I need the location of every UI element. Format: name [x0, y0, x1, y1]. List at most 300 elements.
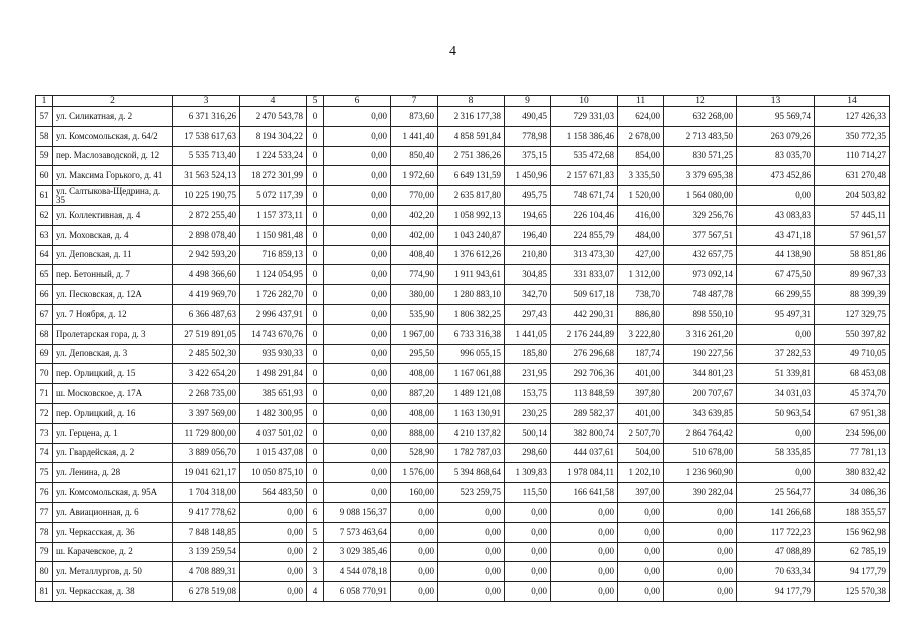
value-cell: 66 299,55	[737, 285, 815, 305]
address-cell: ул. Коллективная, д. 4	[53, 205, 173, 225]
value-cell: 0,00	[324, 166, 391, 186]
value-cell: 1 236 960,90	[664, 463, 737, 483]
value-cell: 350 772,35	[815, 126, 890, 146]
value-cell: 2 157 671,83	[551, 166, 618, 186]
value-cell: 2 872 255,40	[173, 205, 240, 225]
value-cell: 0,00	[505, 582, 551, 602]
value-cell: 7 573 463,64	[324, 522, 391, 542]
value-cell: 0,00	[324, 186, 391, 206]
address-cell: пер. Маслозаводской, д. 12	[53, 146, 173, 166]
value-cell: 401,00	[618, 403, 664, 423]
value-cell: 43 471,18	[737, 225, 815, 245]
value-cell: 5 072 117,39	[240, 186, 307, 206]
value-cell: 716 859,13	[240, 245, 307, 265]
table-row	[36, 344, 890, 364]
value-cell: 0,00	[737, 423, 815, 443]
value-cell: 297,43	[505, 304, 551, 324]
value-cell: 0,00	[618, 582, 664, 602]
value-cell: 0,00	[438, 562, 505, 582]
value-cell: 185,80	[505, 344, 551, 364]
value-cell: 1 309,83	[505, 463, 551, 483]
value-cell: 0	[307, 186, 324, 206]
value-cell: 4	[307, 582, 324, 602]
value-cell: 2	[307, 542, 324, 562]
address-cell: ш. Карачевское, д. 2	[53, 542, 173, 562]
value-cell: 3 335,50	[618, 166, 664, 186]
value-cell: 1 978 084,11	[551, 463, 618, 483]
value-cell: 402,20	[391, 205, 438, 225]
value-cell: 0	[307, 146, 324, 166]
value-cell: 113 848,59	[551, 384, 618, 404]
value-cell: 2 507,70	[618, 423, 664, 443]
value-cell: 0	[307, 344, 324, 364]
value-cell: 0,00	[324, 423, 391, 443]
value-cell: 0	[307, 166, 324, 186]
value-cell: 51 339,81	[737, 364, 815, 384]
value-cell: 2 485 502,30	[173, 344, 240, 364]
value-cell: 4 708 889,31	[173, 562, 240, 582]
value-cell: 1 124 054,95	[240, 265, 307, 285]
address-cell: ул. Металлургов, д. 50	[53, 562, 173, 582]
value-cell: 125 570,38	[815, 582, 890, 602]
row-number: 70	[36, 364, 53, 384]
value-cell: 0,00	[551, 542, 618, 562]
value-cell: 408,40	[391, 245, 438, 265]
value-cell: 0,00	[324, 324, 391, 344]
value-cell: 304,85	[505, 265, 551, 285]
value-cell: 292 706,36	[551, 364, 618, 384]
value-cell: 58 851,86	[815, 245, 890, 265]
value-cell: 1 157 373,11	[240, 205, 307, 225]
address-cell: ул. Черкасская, д. 38	[53, 582, 173, 602]
value-cell: 830 571,25	[664, 146, 737, 166]
row-number: 79	[36, 542, 53, 562]
value-cell: 313 473,30	[551, 245, 618, 265]
address-cell: ул. Моховская, д. 4	[53, 225, 173, 245]
value-cell: 1 726 282,70	[240, 285, 307, 305]
value-cell: 624,00	[618, 107, 664, 127]
value-cell: 0,00	[391, 502, 438, 522]
value-cell: 738,70	[618, 285, 664, 305]
value-cell: 444 037,61	[551, 443, 618, 463]
column-header: 7	[391, 96, 438, 107]
address-cell: ул. 7 Ноября, д. 12	[53, 304, 173, 324]
column-header: 9	[505, 96, 551, 107]
address-cell: ул. Комсомольская, д. 64/2	[53, 126, 173, 146]
table-row	[36, 146, 890, 166]
address-cell: ул. Деповская, д. 3	[53, 344, 173, 364]
value-cell: 331 833,07	[551, 265, 618, 285]
value-cell: 854,00	[618, 146, 664, 166]
value-cell: 3 222,80	[618, 324, 664, 344]
address-cell: Пролетарская гора, д. 3	[53, 324, 173, 344]
column-header: 11	[618, 96, 664, 107]
table-row	[36, 186, 890, 206]
row-number: 80	[36, 562, 53, 582]
table-row	[36, 285, 890, 305]
table-row	[36, 107, 890, 127]
column-header: 2	[53, 96, 173, 107]
value-cell: 0,00	[438, 542, 505, 562]
table-row	[36, 166, 890, 186]
value-cell: 1 224 533,24	[240, 146, 307, 166]
address-cell: ул. Черкасская, д. 36	[53, 522, 173, 542]
value-cell: 0,00	[324, 483, 391, 503]
value-cell: 0	[307, 304, 324, 324]
value-cell: 1 782 787,03	[438, 443, 505, 463]
value-cell: 3 316 261,20	[664, 324, 737, 344]
value-cell: 4 858 591,84	[438, 126, 505, 146]
value-cell: 27 519 891,05	[173, 324, 240, 344]
value-cell: 402,00	[391, 225, 438, 245]
value-cell: 0	[307, 265, 324, 285]
value-cell: 3 889 056,70	[173, 443, 240, 463]
table-row	[36, 443, 890, 463]
value-cell: 0	[307, 423, 324, 443]
column-header: 10	[551, 96, 618, 107]
value-cell: 6 733 316,38	[438, 324, 505, 344]
row-number: 75	[36, 463, 53, 483]
value-cell: 0,00	[391, 582, 438, 602]
page-number: 4	[449, 44, 456, 59]
value-cell: 0	[307, 107, 324, 127]
value-cell: 10 225 190,75	[173, 186, 240, 206]
value-cell: 0,00	[737, 463, 815, 483]
value-cell: 0,00	[324, 384, 391, 404]
value-cell: 2 678,00	[618, 126, 664, 146]
value-cell: 226 104,46	[551, 205, 618, 225]
value-cell: 25 564,77	[737, 483, 815, 503]
value-cell: 0,00	[324, 205, 391, 225]
value-cell: 432 657,75	[664, 245, 737, 265]
value-cell: 887,20	[391, 384, 438, 404]
value-cell: 0,00	[664, 582, 737, 602]
value-cell: 484,00	[618, 225, 664, 245]
table-row	[36, 304, 890, 324]
value-cell: 2 316 177,38	[438, 107, 505, 127]
value-cell: 4 498 366,60	[173, 265, 240, 285]
column-header: 14	[815, 96, 890, 107]
value-cell: 427,00	[618, 245, 664, 265]
value-cell: 416,00	[618, 205, 664, 225]
row-number: 61	[36, 186, 53, 206]
address-cell: ул. Песковская, д. 12А	[53, 285, 173, 305]
table-row	[36, 324, 890, 344]
row-number: 59	[36, 146, 53, 166]
value-cell: 1 158 386,46	[551, 126, 618, 146]
value-cell: 17 538 617,63	[173, 126, 240, 146]
value-cell: 89 967,33	[815, 265, 890, 285]
value-cell: 31 563 524,13	[173, 166, 240, 186]
value-cell: 298,60	[505, 443, 551, 463]
value-cell: 2 996 437,91	[240, 304, 307, 324]
value-cell: 0,00	[618, 502, 664, 522]
value-cell: 276 296,68	[551, 344, 618, 364]
value-cell: 1 312,00	[618, 265, 664, 285]
value-cell: 77 781,13	[815, 443, 890, 463]
address-cell: пер. Бетонный, д. 7	[53, 265, 173, 285]
value-cell: 2 470 543,78	[240, 107, 307, 127]
column-header: 3	[173, 96, 240, 107]
value-cell: 0,00	[505, 522, 551, 542]
value-cell: 0,00	[737, 186, 815, 206]
value-cell: 0,00	[664, 502, 737, 522]
value-cell: 0,00	[664, 522, 737, 542]
value-cell: 187,74	[618, 344, 664, 364]
address-cell: ул. Максима Горького, д. 41	[53, 166, 173, 186]
value-cell: 0,00	[391, 522, 438, 542]
value-cell: 6 649 131,59	[438, 166, 505, 186]
value-cell: 2 713 483,50	[664, 126, 737, 146]
value-cell: 0,00	[324, 265, 391, 285]
column-header: 4	[240, 96, 307, 107]
value-cell: 11 729 800,00	[173, 423, 240, 443]
value-cell: 3 422 654,20	[173, 364, 240, 384]
column-header: 6	[324, 96, 391, 107]
value-cell: 1 280 883,10	[438, 285, 505, 305]
value-cell: 3 139 259,54	[173, 542, 240, 562]
column-header: 12	[664, 96, 737, 107]
value-cell: 1 163 130,91	[438, 403, 505, 423]
value-cell: 224 855,79	[551, 225, 618, 245]
address-cell: ул. Деповская, д. 11	[53, 245, 173, 265]
value-cell: 68 453,08	[815, 364, 890, 384]
value-cell: 2 176 244,89	[551, 324, 618, 344]
value-cell: 1 150 981,48	[240, 225, 307, 245]
value-cell: 473 452,86	[737, 166, 815, 186]
value-cell: 95 497,31	[737, 304, 815, 324]
value-cell: 550 397,82	[815, 324, 890, 344]
value-cell: 231,95	[505, 364, 551, 384]
value-cell: 263 079,26	[737, 126, 815, 146]
row-number: 73	[36, 423, 53, 443]
value-cell: 9 088 156,37	[324, 502, 391, 522]
value-cell: 0,00	[324, 126, 391, 146]
row-number: 71	[36, 384, 53, 404]
value-cell: 382 800,74	[551, 423, 618, 443]
table-row	[36, 463, 890, 483]
value-cell: 0	[307, 364, 324, 384]
value-cell: 1 015 437,08	[240, 443, 307, 463]
value-cell: 0	[307, 225, 324, 245]
row-number: 81	[36, 582, 53, 602]
table-row	[36, 522, 890, 542]
value-cell: 234 596,00	[815, 423, 890, 443]
value-cell: 6 371 316,26	[173, 107, 240, 127]
value-cell: 95 569,74	[737, 107, 815, 127]
value-cell: 94 177,79	[737, 582, 815, 602]
value-cell: 194,65	[505, 205, 551, 225]
value-cell: 204 503,82	[815, 186, 890, 206]
table-row	[36, 483, 890, 503]
value-cell: 748 487,78	[664, 285, 737, 305]
value-cell: 34 086,36	[815, 483, 890, 503]
value-cell: 9 417 778,62	[173, 502, 240, 522]
table-body	[36, 107, 890, 602]
value-cell: 408,00	[391, 364, 438, 384]
value-cell: 0,00	[324, 225, 391, 245]
value-cell: 37 282,53	[737, 344, 815, 364]
value-cell: 1 482 300,95	[240, 403, 307, 423]
value-cell: 973 092,14	[664, 265, 737, 285]
value-cell: 2 898 078,40	[173, 225, 240, 245]
value-cell: 94 177,79	[815, 562, 890, 582]
address-cell: пер. Орлицкий, д. 16	[53, 403, 173, 423]
value-cell: 500,14	[505, 423, 551, 443]
value-cell: 0,00	[551, 582, 618, 602]
value-cell: 0,00	[505, 542, 551, 562]
row-number: 67	[36, 304, 53, 324]
value-cell: 0	[307, 483, 324, 503]
value-cell: 115,50	[505, 483, 551, 503]
value-cell: 8 194 304,22	[240, 126, 307, 146]
value-cell: 50 963,54	[737, 403, 815, 423]
value-cell: 0	[307, 126, 324, 146]
value-cell: 564 483,50	[240, 483, 307, 503]
value-cell: 385 651,93	[240, 384, 307, 404]
table-row	[36, 582, 890, 602]
table-row	[36, 265, 890, 285]
value-cell: 397,00	[618, 483, 664, 503]
value-cell: 6 058 770,91	[324, 582, 391, 602]
row-number: 65	[36, 265, 53, 285]
value-cell: 14 743 670,76	[240, 324, 307, 344]
value-cell: 1 520,00	[618, 186, 664, 206]
value-cell: 5 394 868,64	[438, 463, 505, 483]
value-cell: 88 399,39	[815, 285, 890, 305]
row-number: 62	[36, 205, 53, 225]
value-cell: 0,00	[324, 245, 391, 265]
value-cell: 0,00	[618, 542, 664, 562]
value-cell: 2 635 817,80	[438, 186, 505, 206]
value-cell: 289 582,37	[551, 403, 618, 423]
value-cell: 778,98	[505, 126, 551, 146]
value-cell: 190 227,56	[664, 344, 737, 364]
value-cell: 0	[307, 285, 324, 305]
row-number: 58	[36, 126, 53, 146]
row-number: 60	[36, 166, 53, 186]
value-cell: 0,00	[438, 582, 505, 602]
value-cell: 57 961,57	[815, 225, 890, 245]
table-row	[36, 205, 890, 225]
value-cell: 6 366 487,63	[173, 304, 240, 324]
value-cell: 380,00	[391, 285, 438, 305]
data-table	[35, 95, 890, 602]
table-header	[36, 96, 890, 107]
value-cell: 0	[307, 205, 324, 225]
value-cell: 774,90	[391, 265, 438, 285]
value-cell: 70 633,34	[737, 562, 815, 582]
row-number: 69	[36, 344, 53, 364]
value-cell: 510 678,00	[664, 443, 737, 463]
value-cell: 127 426,33	[815, 107, 890, 127]
row-number: 76	[36, 483, 53, 503]
column-header: 5	[307, 96, 324, 107]
value-cell: 127 329,75	[815, 304, 890, 324]
value-cell: 18 272 301,99	[240, 166, 307, 186]
value-cell: 0,00	[324, 107, 391, 127]
value-cell: 729 331,03	[551, 107, 618, 127]
value-cell: 770,00	[391, 186, 438, 206]
value-cell: 3 397 569,00	[173, 403, 240, 423]
value-cell: 44 138,90	[737, 245, 815, 265]
value-cell: 5 535 713,40	[173, 146, 240, 166]
value-cell: 0,00	[324, 403, 391, 423]
value-cell: 342,70	[505, 285, 551, 305]
row-number: 57	[36, 107, 53, 127]
value-cell: 0	[307, 245, 324, 265]
value-cell: 0	[307, 403, 324, 423]
value-cell: 4 419 969,70	[173, 285, 240, 305]
address-cell: ул. Комсомольская, д. 95А	[53, 483, 173, 503]
value-cell: 632 268,00	[664, 107, 737, 127]
value-cell: 0,00	[240, 582, 307, 602]
value-cell: 3	[307, 562, 324, 582]
row-number: 63	[36, 225, 53, 245]
value-cell: 1 498 291,84	[240, 364, 307, 384]
value-cell: 0,00	[664, 542, 737, 562]
value-cell: 3 379 695,38	[664, 166, 737, 186]
value-cell: 442 290,31	[551, 304, 618, 324]
value-cell: 1 202,10	[618, 463, 664, 483]
table-row	[36, 403, 890, 423]
value-cell: 45 374,70	[815, 384, 890, 404]
value-cell: 58 335,85	[737, 443, 815, 463]
value-cell: 210,80	[505, 245, 551, 265]
table-row	[36, 364, 890, 384]
row-number: 72	[36, 403, 53, 423]
value-cell: 0,00	[505, 562, 551, 582]
value-cell: 0	[307, 443, 324, 463]
value-cell: 0,00	[324, 285, 391, 305]
value-cell: 62 785,19	[815, 542, 890, 562]
row-number: 68	[36, 324, 53, 344]
row-number: 77	[36, 502, 53, 522]
value-cell: 490,45	[505, 107, 551, 127]
value-cell: 57 445,11	[815, 205, 890, 225]
value-cell: 1 489 121,08	[438, 384, 505, 404]
value-cell: 117 722,23	[737, 522, 815, 542]
row-number: 66	[36, 285, 53, 305]
value-cell: 748 671,74	[551, 186, 618, 206]
value-cell: 1 704 318,00	[173, 483, 240, 503]
value-cell: 4 544 078,18	[324, 562, 391, 582]
value-cell: 1 441,05	[505, 324, 551, 344]
value-cell: 1 450,96	[505, 166, 551, 186]
value-cell: 0	[307, 384, 324, 404]
column-header: 13	[737, 96, 815, 107]
value-cell: 1 376 612,26	[438, 245, 505, 265]
value-cell: 230,25	[505, 403, 551, 423]
value-cell: 1 564 080,00	[664, 186, 737, 206]
value-cell: 0,00	[240, 562, 307, 582]
value-cell: 523 259,75	[438, 483, 505, 503]
value-cell: 504,00	[618, 443, 664, 463]
table-row	[36, 502, 890, 522]
value-cell: 67 475,50	[737, 265, 815, 285]
value-cell: 1 972,60	[391, 166, 438, 186]
value-cell: 200 707,67	[664, 384, 737, 404]
column-header: 1	[36, 96, 53, 107]
value-cell: 886,80	[618, 304, 664, 324]
table-row	[36, 245, 890, 265]
address-cell: ул. Авиационная, д. 6	[53, 502, 173, 522]
value-cell: 0,00	[551, 522, 618, 542]
value-cell: 344 801,23	[664, 364, 737, 384]
value-cell: 408,00	[391, 403, 438, 423]
value-cell: 6 278 519,08	[173, 582, 240, 602]
value-cell: 0,00	[551, 502, 618, 522]
